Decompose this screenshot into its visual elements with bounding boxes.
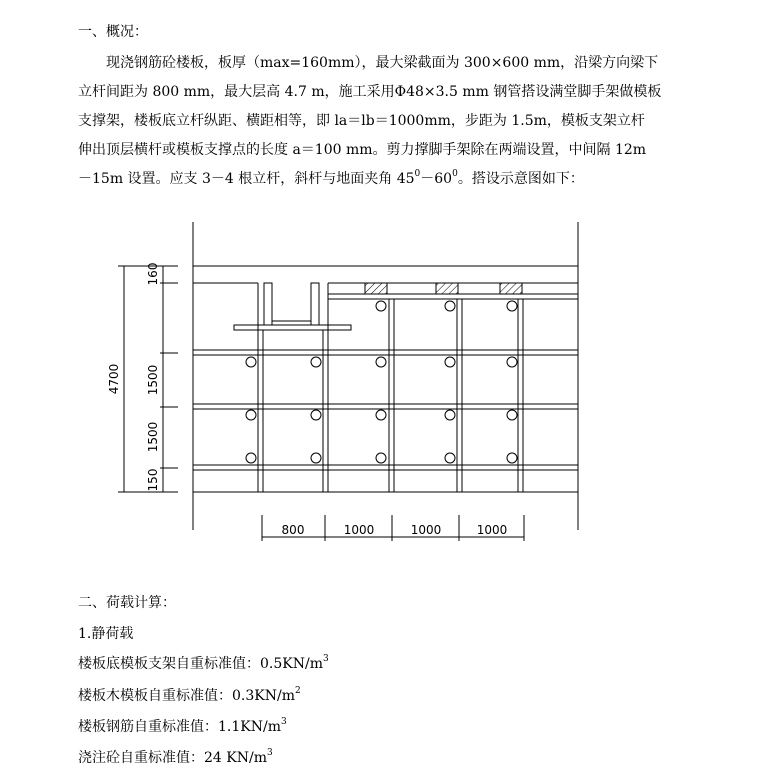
degree-mark: 0 [414, 169, 421, 180]
load-item [78, 719, 287, 735]
paragraph-line: 支撑架，楼板底立杆纵距、横距相等，即 la＝lb＝1000mm，步距为 1.5m，模板支架立杆 [78, 113, 645, 129]
paragraph-text: －60 [420, 171, 453, 187]
load-item-text: 浇注砼自重标准值：24 KN/m [78, 750, 267, 766]
paragraph-text: 。搭设示意图如下： [457, 171, 584, 187]
unit-exponent: 2 [294, 686, 301, 697]
dim-col-label: 1000 [343, 523, 375, 537]
load-item [78, 656, 329, 672]
paragraph-line: 立杆间距为 800 mm，最大层高 4.7 m，施工采用Φ48×3.5 mm 钢管搭设满堂脚手架做模板 [78, 84, 662, 100]
vertical-dimensions [107, 263, 178, 492]
floor-slab [193, 266, 578, 283]
load-item-text: 楼板钢筋自重标准值：1.1KN/m [78, 719, 281, 735]
load-item-text: 楼板木模板自重标准值：0.3KN/m [78, 688, 295, 704]
unit-exponent: 3 [322, 654, 329, 665]
dim-col-label: 1000 [410, 523, 442, 537]
degree-mark: 0 [452, 169, 458, 180]
load-item [78, 688, 301, 704]
section2-heading: 二、荷载计算： [78, 595, 176, 611]
paragraph-line: 伸出顶层横杆或模板支撑点的长度 a＝100 mm。剪力撑脚手架除在两端设置，中间隔 12m [78, 142, 647, 158]
dim-row-label: 160 [146, 262, 160, 286]
horizontal-dimensions [262, 515, 524, 541]
paragraph-line: 现浇钢筋砼楼板，板厚（max=160mm），最大梁截面为 300×600 mm，沿梁方向梁下 [106, 55, 659, 71]
paragraph-text: －15m 设置。应支 3－4 根立杆，斜杆与地面夹角 45 [78, 171, 415, 187]
dim-row-label: 150 [146, 468, 160, 492]
section1-heading: 一、概况： [78, 24, 148, 40]
vertical-standards [258, 299, 523, 492]
unit-exponent: 3 [266, 748, 273, 759]
unit-exponent: 3 [280, 717, 287, 728]
dim-total-label: 4700 [107, 363, 121, 395]
load-item [78, 750, 273, 766]
dim-col-label: 800 [281, 523, 305, 537]
dim-row-label: 1500 [146, 421, 160, 453]
dim-col-label: 1000 [476, 523, 508, 537]
dim-row-label: 1500 [146, 364, 160, 396]
beam-section [234, 283, 351, 330]
static-load-heading: 1.静荷载 [78, 626, 134, 642]
hatched-joists [328, 283, 578, 299]
load-item-text: 楼板底模板支架自重标准值：0.5KN/m [78, 656, 323, 672]
